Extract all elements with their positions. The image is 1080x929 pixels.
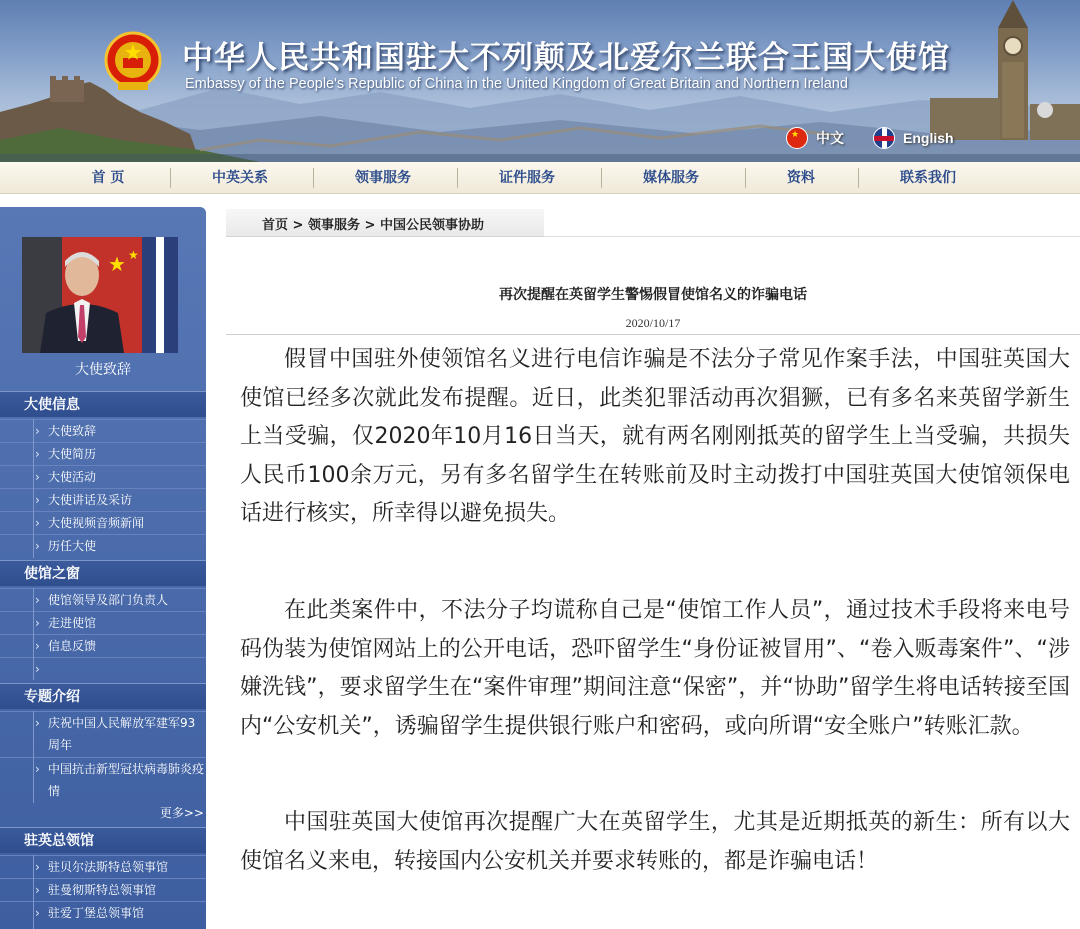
article-title: 再次提醒在英留学生警惕假冒使馆名义的诈骗电话 [499, 287, 807, 303]
sidebar-item-about-embassy[interactable]: › 走进使馆 [0, 611, 206, 634]
sidebar-item-video-audio-news[interactable]: › 大使视频音频新闻 [0, 511, 206, 534]
site-title-english: Embassy of the People's Republic of China in the United Kingdom of Great Britain and Northern Ireland [185, 76, 848, 92]
breadcrumb-consular-link[interactable]: 领事服务 [307, 218, 360, 233]
sidebar-guide-line [33, 855, 34, 929]
sidebar-item-former-ambassadors[interactable]: › 历任大使 [0, 534, 206, 557]
sidebar-item-ambassador-message[interactable]: › 大使致辞 [0, 419, 206, 442]
sidebar-item-empty[interactable] [0, 657, 206, 680]
site-title-chinese: 中华人民共和国驻大不列颠及北爱尔兰联合王国大使馆 [182, 40, 950, 76]
svg-text:★: ★ [108, 252, 126, 276]
sidebar-item-covid-fight[interactable]: › 中国抗击新型冠状病毒肺炎疫情 [0, 757, 206, 803]
language-english-link[interactable] [873, 126, 954, 150]
ambassador-photo-image [22, 237, 178, 353]
ambassador-portrait[interactable] [22, 237, 178, 353]
sidebar-section-special-topics: 专题介绍 [0, 683, 206, 709]
header-banner [0, 0, 1080, 162]
sidebar-item-speeches-interviews[interactable]: › 大使讲话及采访 [0, 488, 206, 511]
language-chinese-link[interactable] [786, 126, 844, 150]
ambassador-message-caption[interactable]: 大使致辞 [75, 362, 131, 378]
article-paragraph-1: 假冒中国驻外使领馆名义进行电信诈骗是不法分子常见作案手法，中国驻英国大使馆已经多次就此发布提醒。近日，此类犯罪活动再次猖獗，已有多名来英留学新生上当受骗，仅2020年10月16日当天，就有两名刚刚抵英的留学生上当受骗，共损失人民币100余万元，另有多名留学生在转账前及时主动拨打中国驻英国大使馆领保电话进行核实，所幸得以避免损失。 [240, 347, 1070, 526]
sidebar-guide-line [33, 588, 34, 680]
article-paragraph-2: 在此类案件中，不法分子均谎称自己是“使馆工作人员”，通过技术手段将来电号码伪装为使馆网站上的公开电话，恐吓留学生“身份证被冒用”、“卷入贩毒案件”、“涉嫌洗钱”，要求留学生在“案件审理”期间注意“保密”，并“协助”留学生将电话转接至国内“公安机关”，诱骗留学生提供银行账户和密码，或向所谓“安全账户”转账汇款。 [240, 598, 1070, 739]
breadcrumb-home-link[interactable]: 首页 [262, 218, 289, 233]
language-english-label: English [903, 130, 954, 146]
sidebar-item-pla-anniversary[interactable]: › 庆祝中国人民解放军建军93周年 [0, 711, 206, 757]
breadcrumb-current-page[interactable]: 中国公民领事协助 [379, 218, 484, 233]
nav-media-services[interactable]: 媒体服务 [643, 170, 699, 186]
more-topics-link[interactable]: 更多>> [159, 806, 204, 820]
breadcrumb-separator: > [359, 218, 380, 233]
sidebar-guide-line [33, 711, 34, 803]
nav-contact-us[interactable]: 联系我们 [900, 170, 956, 186]
left-sidebar [0, 207, 206, 929]
sidebar-section-embassy-window: 使馆之窗 [0, 560, 206, 586]
breadcrumb-separator: > [288, 218, 308, 233]
sidebar-item-feedback[interactable]: › 信息反馈 [0, 634, 206, 657]
china-flag-icon [786, 127, 808, 149]
language-chinese-label: 中文 [816, 130, 844, 146]
uk-flag-icon [873, 127, 895, 149]
article-date: 2020/10/17 [625, 316, 681, 330]
sidebar-guide-line [33, 419, 34, 558]
nav-home[interactable]: 首 页 [91, 170, 125, 186]
article-paragraph-3: 中国驻英国大使馆再次提醒广大在英留学生，尤其是近期抵英的新生：所有以大使馆名义来电，转接国内公安机关并要求转账的，都是诈骗电话！ [240, 810, 1070, 874]
sidebar-section-ambassador-info: 大使信息 [0, 391, 206, 417]
sidebar-item-edinburgh-consulate[interactable]: › 驻爱丁堡总领事馆 [0, 901, 206, 924]
sidebar-section-consulates: 驻英总领馆 [0, 827, 206, 853]
svg-text:★: ★ [128, 248, 139, 262]
nav-resources[interactable]: 资料 [787, 170, 815, 186]
breadcrumb [262, 214, 484, 233]
sidebar-item-ambassador-activities[interactable]: › 大使活动 [0, 465, 206, 488]
sidebar-item-manchester-consulate[interactable]: › 驻曼彻斯特总领事馆 [0, 878, 206, 901]
title-divider [226, 334, 1080, 335]
breadcrumb-rule [544, 236, 1080, 237]
nav-document-services[interactable]: 证件服务 [499, 170, 555, 186]
nav-china-uk-relations[interactable]: 中英关系 [212, 170, 268, 186]
sidebar-item-belfast-consulate[interactable]: › 驻贝尔法斯特总领事馆 [0, 855, 206, 878]
main-nav [0, 162, 1080, 194]
nav-consular-services[interactable]: 领事服务 [355, 170, 411, 186]
sidebar-item-ambassador-resume[interactable]: › 大使简历 [0, 442, 206, 465]
sidebar-item-embassy-leaders[interactable]: › 使馆领导及部门负责人 [0, 588, 206, 611]
national-emblem-icon [104, 30, 162, 94]
